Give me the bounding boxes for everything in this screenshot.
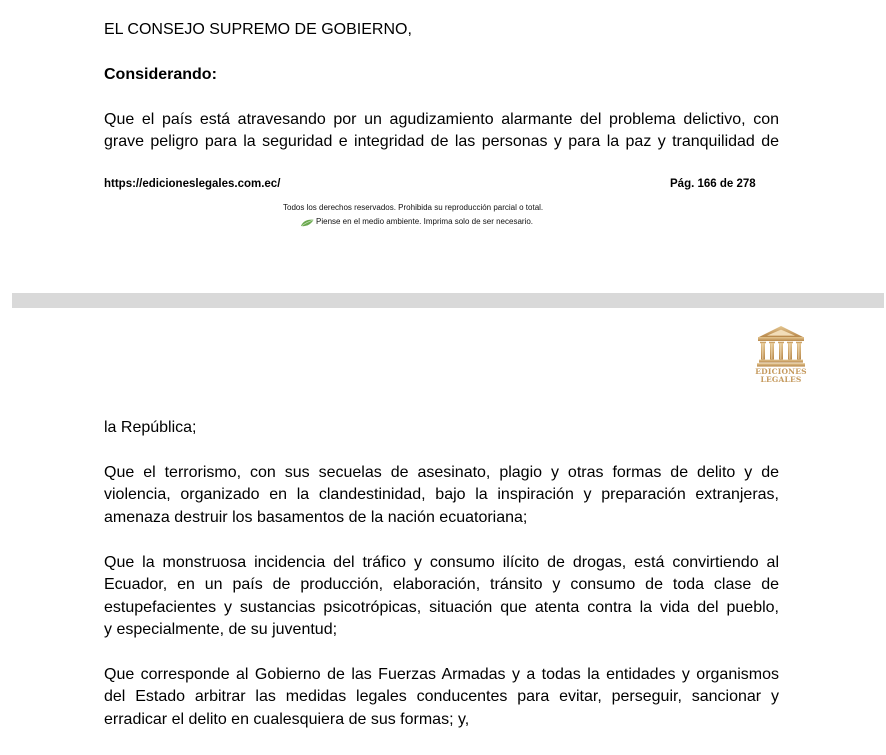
page-number: Pág. 166 de 278 xyxy=(670,178,756,190)
leaf-icon xyxy=(300,214,314,222)
building-columns-icon xyxy=(756,325,806,367)
paragraph-line: del Estado arbitrar las medidas legales conducentes para evitar, perseguir, sancionar y xyxy=(104,688,779,706)
paragraph-line: amenaza destruir los basamentos de la nación ecuatoriana; xyxy=(104,508,528,526)
paragraph-line: Ecuador, en un país de producción, elaboración, tránsito y consumo de toda clase de xyxy=(104,576,779,594)
footer-url-link[interactable]: https://edicioneslegales.com.ec/ xyxy=(104,178,281,190)
paragraph-line: la República; xyxy=(104,419,197,436)
rights-notice: Todos los derechos reservados. Prohibida su reproducción parcial o total. xyxy=(283,203,544,212)
paragraph xyxy=(104,109,779,154)
paragraph xyxy=(104,462,779,529)
paragraph-line: erradicar el delito en cualesquiera de sus formas; y, xyxy=(104,710,470,728)
paragraph-line: Que corresponde al Gobierno de las Fuerzas Armadas y a todas la entidades y organismos xyxy=(104,666,779,683)
section-heading: EL CONSEJO SUPREMO DE GOBIERNO, xyxy=(104,21,412,38)
paragraph-line: y especialmente, de su juventud; xyxy=(104,620,338,638)
paragraph-line: grave peligro para la seguridad e integridad de las personas y para la paz y tranquilidad de xyxy=(104,133,779,151)
paragraph-line: violencia, organizado en la clandestinidad, bajo la inspiración y preparación extranjeras, xyxy=(104,486,779,504)
paragraph xyxy=(104,417,779,439)
paragraph-line: Que el terrorismo, con sus secuelas de asesinato, plagio y otras formas de delito y de xyxy=(104,464,779,481)
eco-notice: Piense en el medio ambiente. Imprima solo de ser necesario. xyxy=(316,217,533,226)
paragraph xyxy=(104,552,779,641)
paragraph-line: Que el país está atravesando por un agudizamiento alarmante del problema delictivo, con xyxy=(104,111,779,128)
page-separator xyxy=(12,293,884,308)
logo-text-legales: LEGALES xyxy=(760,375,802,384)
paragraph-line: estupefacientes y sustancias psicotrópicas, situación que atenta contra la vida del pueblo, xyxy=(104,598,779,616)
paragraph-line: Que la monstruosa incidencia del tráfico y consumo ilícito de drogas, está convirtiendo al xyxy=(104,554,779,571)
logo-text-ediciones: EDICIONES xyxy=(755,367,807,376)
paragraph xyxy=(104,664,779,731)
considerando-heading: Considerando: xyxy=(104,66,217,83)
